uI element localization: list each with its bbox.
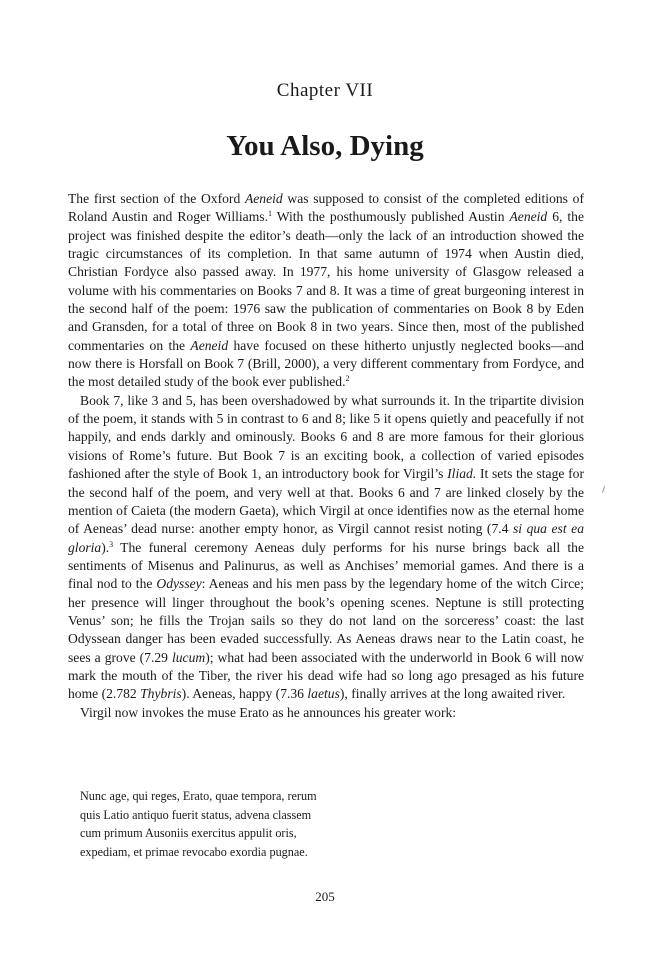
- italic-run: lucum: [171, 649, 206, 665]
- italic-run: si qua est ea gloria: [68, 521, 584, 555]
- footnote-ref: 3: [109, 539, 114, 549]
- page-number: [0, 889, 650, 905]
- margin-mark: [602, 486, 605, 493]
- italic-run: Aeneid: [244, 191, 283, 206]
- footnote-ref: 1: [267, 209, 272, 219]
- text-run: 6, the project was finished despite the editor’s death—only the lack of an introduction showed the tragic circumstances of its completion. In that same autumn of 1974 when Austin died, Christian Fordyce also passed away. In 1977, his home university of Glasgow released a volume with his commentaries on Books 7 and 8. It was a time of great burgeoning interest in the second half of the poem: 1976 saw the publication of commentaries on Book 8 by Eden and Gransden, for a total of three on Book 8 in two years. Since then, most of the published commentaries on the: [68, 209, 584, 353]
- body-text: [68, 190, 584, 722]
- chapter-title: [0, 130, 650, 163]
- text-run: ).: [101, 539, 110, 555]
- verse-line: Nunc age, qui reges, Erato, quae tempora, rerum: [80, 789, 317, 803]
- chapter-label: [0, 80, 650, 102]
- verse-line: expediam, et primae revocabo exordia pugnae.: [80, 844, 308, 859]
- text-run: It sets the stage for the second half of the poem, and very well at that. Books 6 and 7 are linked closely by the mention of Caieta (the modern Gaeta), which Virgil at once identifies now as the eternal home of Aeneas’ dead nurse: another empty honor, as Virgil cannot resist noting (7.4: [68, 466, 584, 537]
- chapter-title-text: You Also, Dying: [226, 130, 424, 162]
- text-run: was supposed to consist of the completed editions of Roland Austin and Roger Williams.: [68, 191, 584, 225]
- text-run: : Aeneas and his men pass by the legendary home of the witch Circe; her presence will linger throughout the book’s opening scenes. Neptune is still protecting Venus’ son; he fills the Trojan sails so they do not land on the sorceress’ coast: the last Odyssean danger has been evaded successfully. As Aeneas draws near to the Latin coast, he sees a grove (7.29: [68, 576, 584, 665]
- italic-run: laetus: [307, 686, 340, 702]
- page-number-text: 205: [315, 889, 335, 904]
- text-run: have focused on these hitherto unjustly neglected books—and now there is Horsfall on Book 7 (Brill, 2000), a very different commentary from Fordyce, and the most detailed study of the book ever published.: [68, 337, 584, 390]
- text-run: The funeral ceremony Aeneas duly performs for his nurse brings back all the sentiments of Misenus and Palinurus, as well as Anchises’ memorial games. And there is a final nod to the: [68, 539, 584, 592]
- paragraph-1: [68, 190, 584, 392]
- italic-run: Thybris: [140, 686, 182, 702]
- verse-line: cum primum Ausoniis exercitus appulit oris,: [80, 826, 297, 840]
- footnote-ref: 2: [345, 374, 350, 384]
- paragraph-3: [68, 704, 584, 722]
- text-run: The first section of the Oxford: [68, 191, 245, 206]
- text-run: ); what had been associated with the underworld in Book 6 will now mark the mouth of the Tiber, the river his dead wife had so long ago presaged as his future home (2.782: [68, 649, 584, 702]
- verse-quotation: [80, 787, 480, 861]
- paragraph-2: [68, 392, 584, 704]
- italic-run: Aeneid: [190, 337, 229, 353]
- text-run: Book 7, like 3 and 5, has been overshadowed by what surrounds it. In the tripartite division of the poem, it stands with 5 in contrast to 6 and 8; like 5 it opens quietly and peacefully if not happily, and ends darkly and ominously. Books 6 and 8 are more famous for their glorious visions of Rome’s future. But Book 7 is an exciting book, a collection of varied episodes fashioned after the style of Book 1, an introductory book for Virgil’s: [68, 392, 584, 482]
- text-run: ). Aeneas, happy (7.36: [181, 686, 308, 702]
- text-run: With the posthumously published Austin: [271, 209, 510, 225]
- chapter-label-text: Chapter VII: [276, 80, 374, 101]
- italic-run: Odyssey: [156, 576, 202, 592]
- italic-run: Aeneid: [509, 209, 548, 225]
- verse-line: quis Latio antiquo fuerit status, advena classem: [80, 807, 312, 822]
- text-run: Virgil now invokes the muse Erato as he announces his greater work:: [80, 704, 457, 720]
- text-run: ), finally arrives at the long awaited river.: [339, 686, 566, 702]
- italic-run: Iliad.: [447, 466, 477, 482]
